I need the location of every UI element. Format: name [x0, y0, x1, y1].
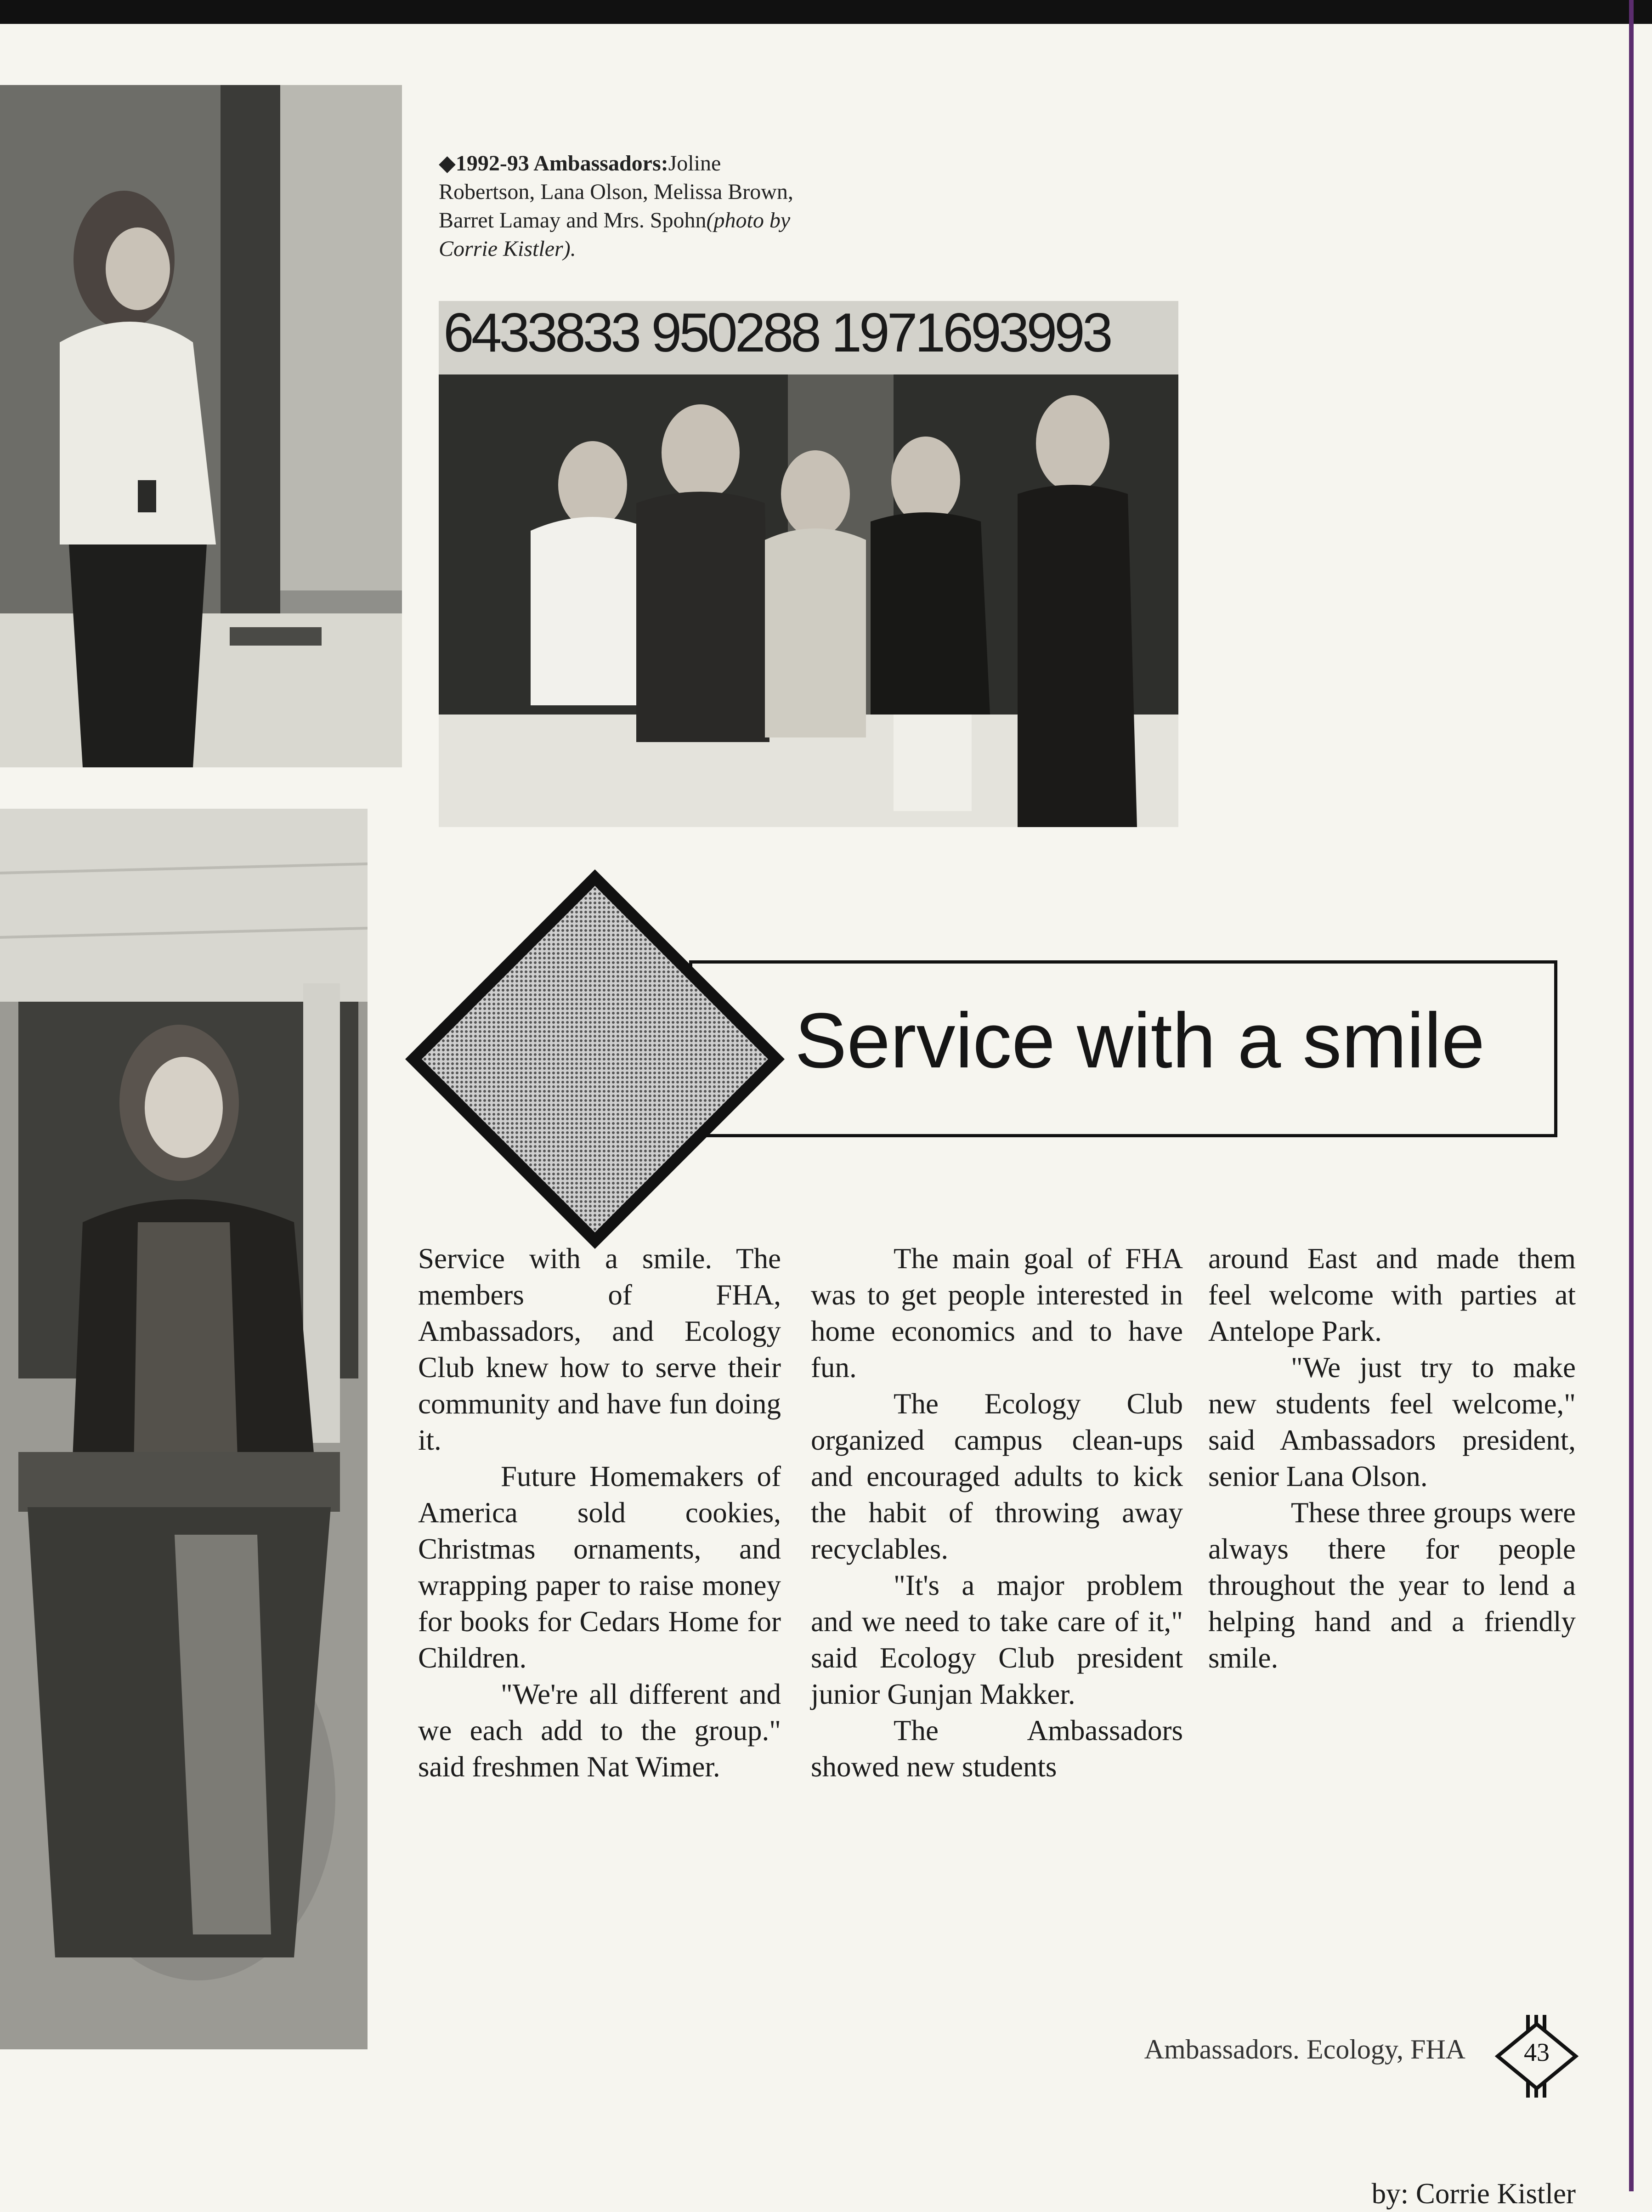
byline-text: by: Corrie Kistler: [1371, 2178, 1576, 2210]
paragraph: These three groups were always there for people throughout the year to lend a helping hand and a friendly smile.: [1208, 1497, 1576, 1674]
paragraph: around East and made them feel welcome with parties at Antelope Park.: [1208, 1242, 1576, 1347]
body-column-3: [1208, 1241, 1576, 1676]
paragraph: The Ambassadors showed new students: [811, 1714, 1183, 1783]
body-column-1: [418, 1241, 781, 1785]
paragraph: Future Homemakers of America sold cookies, Christmas ornaments, and wrapping paper to raise money for books for Cedars Home for Children.: [418, 1460, 781, 1674]
paragraph: "We're all different and we each add to the group." said freshmen Nat Wimer.: [418, 1678, 781, 1783]
paragraph: Service with a smile. The members of FHA, Ambassadors, and Ecology Club knew how to serve their community and have fun doing it.: [418, 1242, 781, 1456]
photo-woman-with-cart: [0, 809, 368, 2049]
paragraph: The main goal of FHA was to get people interested in home economics and to have fun.: [811, 1242, 1183, 1384]
caption-lead: ◆1992-93 Ambassadors:: [439, 151, 668, 176]
footer-section-label: Ambassadors. Ecology, FHA: [1144, 2034, 1465, 2065]
top-edge-bar: [0, 0, 1652, 24]
right-edge-bar: [1629, 0, 1634, 2191]
photo-caption: [439, 149, 806, 263]
photo-ambassadors-group: [439, 301, 1178, 827]
paragraph: The Ecology Club organized campus clean-ups and encouraged adults to kick the habit of throwing away recyclables.: [811, 1388, 1183, 1565]
paragraph: "We just try to make new students feel welcome," said Ambassadors president, senior Lana Olson.: [1208, 1351, 1576, 1492]
chalkboard-numbers: 6433833 950288 1971693993: [443, 302, 1110, 363]
paragraph: "It's a major problem and we need to take care of it," said Ecology Club president junior Gunjan Makker.: [811, 1569, 1183, 1710]
body-column-2: [811, 1241, 1183, 1785]
diamond-ornament: [400, 864, 790, 1254]
article-title: Service with a smile: [795, 997, 1485, 1084]
caption-names: Joline Robertson, Lana Olson, Melissa Brown, Barret Lamay and Mrs. Spohn: [439, 151, 793, 233]
photo-girl-at-board: [0, 85, 402, 767]
page-number: 43: [1524, 2038, 1550, 2067]
caption-credit: (photo by Corrie Kistler).: [439, 208, 791, 261]
byline: [1208, 2176, 1576, 2212]
